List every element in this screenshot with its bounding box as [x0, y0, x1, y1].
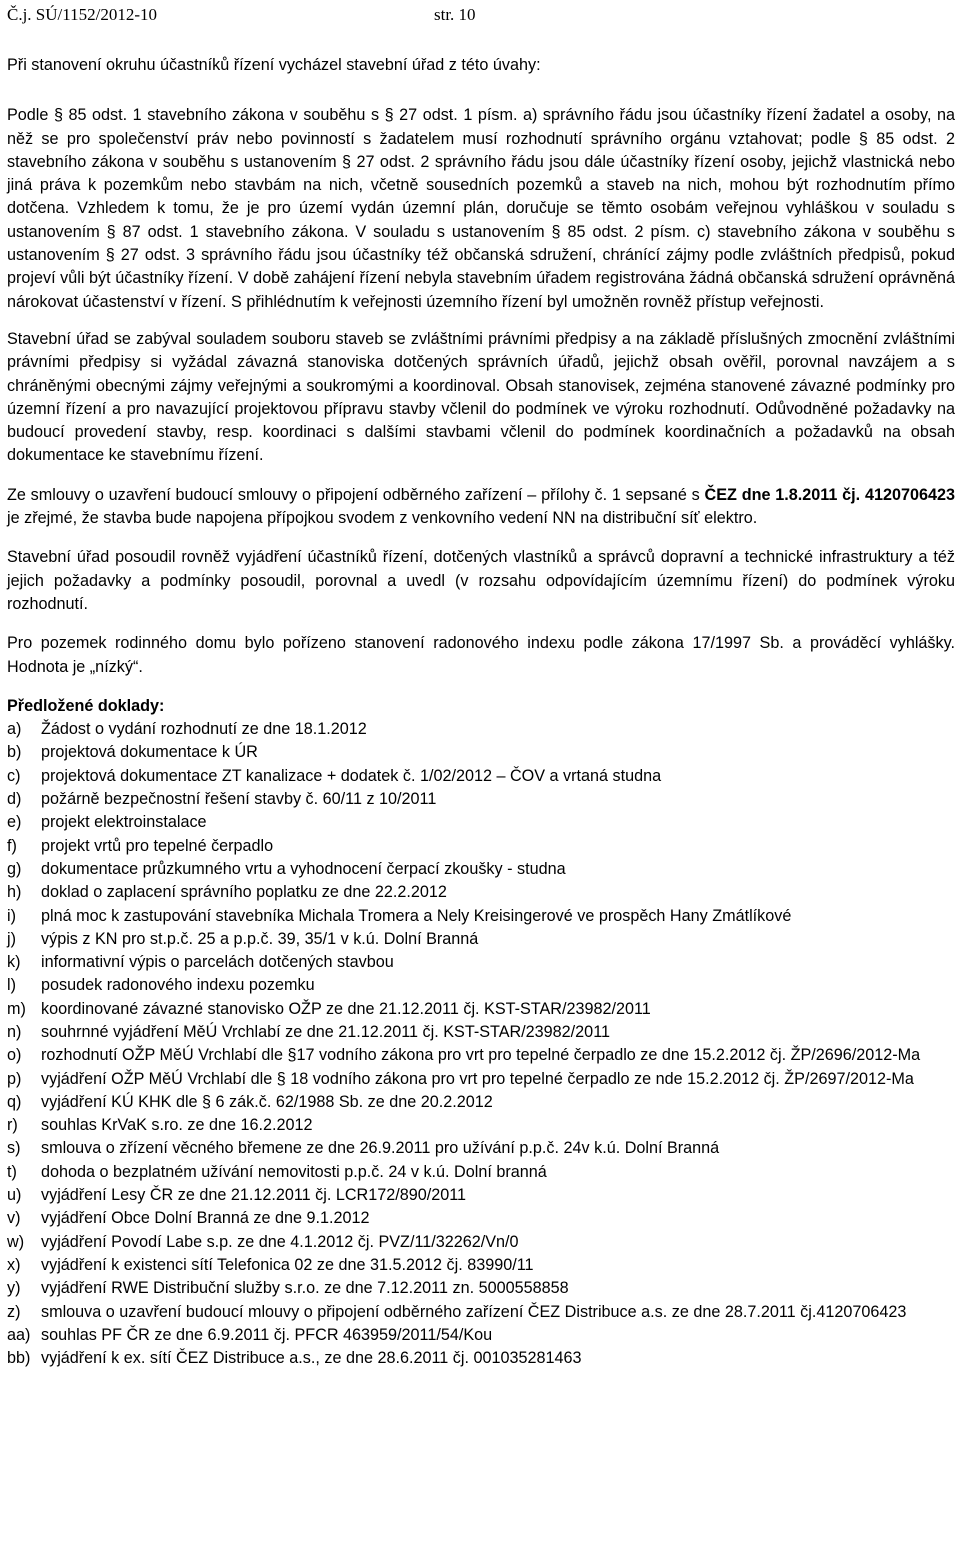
list-item — [7, 1301, 955, 1324]
list-item-text: vyjádření Povodí Labe s.p. ze dne 4.1.2012 čj. PVZ/11/32262/Vn/0 — [41, 1232, 519, 1251]
list-item-label: x) — [7, 1255, 21, 1274]
reference-number: Č.j. SÚ/1152/2012-10 — [7, 5, 158, 24]
list-item — [7, 1324, 955, 1347]
list-item — [7, 951, 955, 974]
list-item — [7, 718, 955, 741]
list-item-text: smlouva o zřízení věcného břemene ze dne 26.9.2011 pro užívání p.p.č. 24v k.ú. Dolní Branná — [41, 1139, 720, 1158]
list-item — [7, 1161, 955, 1184]
list-item-label: t) — [7, 1162, 17, 1181]
list-item — [7, 765, 955, 788]
list-item-text: projektová dokumentace ZT kanalizace + dodatek č. 1/02/2012 – ČOV a vrtaná studna — [41, 766, 662, 785]
list-item-text: souhlas PF ČR ze dne 6.9.2011 čj. PFCR 463959/2011/54/Kou — [41, 1325, 493, 1344]
list-item-text: doklad o zaplacení správního poplatku ze dne 22.2.2012 — [41, 883, 447, 902]
documents-list — [7, 718, 955, 1370]
list-item-text: projekt vrtů pro tepelné čerpadlo — [41, 836, 274, 855]
page-number: str. 10 — [434, 5, 476, 24]
list-item-label: z) — [7, 1302, 21, 1321]
list-item-label: f) — [7, 836, 17, 855]
list-item — [7, 1114, 955, 1137]
list-item-label: l) — [7, 976, 16, 995]
list-item-label: j) — [7, 929, 16, 948]
list-item-label: bb) — [7, 1349, 31, 1368]
paragraph-participants: Podle § 85 odst. 1 stavebního zákona v souběhu s § 27 odst. 1 písm. a) správního řádu jsou účastníky řízení žadatel a osoby, na něž se pro společenství práv nebo povinností s žadatelem musí rozhodnutí správního orgánu vztahovat; podle § 85 odst. 2 stavebního zákona v souběhu s ustanovením § 27 odst. 2 správního řádu jsou dále účastníky řízení osoby, jejichž vlastnická nebo jiná práva k pozemkům nebo stavbám na nich, včetně sousedních pozemků a staveb na nich, mohou být rozhodnutím přímo dotčena. Vzhledem k tomu, že je pro území vydán územní plán, doručuje se těmto osobám veřejnou vyhláškou v souladu s ustanovením § 87 odst. 1 stavebního zákona. V souladu s ustanovením § 85 odst. 2 písm. c) stavebního zákona v souběhu s ustanovením § 27 odst. 3 správního řádu jsou účastníky též občanská sdružení, chránící zájmy podle zvláštních předpisů, pokud projeví vůli být účastníky řízení. V době zahájení řízení nebyla stavebním úřadem registrována žádná občanská sdružení oprávněná nárokovat účastenství v řízení. S přihlédnutím k veřejnosti územního řízení byl umožněn rovněž přístup veřejnosti. — [7, 106, 955, 311]
list-item-text: projekt elektroinstalace — [41, 813, 207, 832]
documents-heading: Předložené doklady: — [7, 696, 165, 715]
list-item-text: souhrnné vyjádření MěÚ Vrchlabí ze dne 21.12.2011 čj. KST-STAR/23982/2011 — [41, 1022, 610, 1041]
list-item-label: h) — [7, 883, 22, 902]
list-item-label: p) — [7, 1069, 22, 1088]
list-item-label: v) — [7, 1209, 21, 1228]
list-item-text: vyjádření OŽP MěÚ Vrchlabí dle § 18 vodního zákona pro vrt pro tepelné čerpadlo ze nde 15.2.2012 čj. ŽP/2697/2012-Ma — [41, 1069, 914, 1088]
list-item — [7, 835, 955, 858]
list-item-text: smlouva o uzavření budoucí mlouvy o připojení odběrného zařízení ČEZ Distribuce a.s. ze dne 28.7.2011 čj.4120706423 — [41, 1302, 907, 1321]
list-item — [7, 1254, 955, 1277]
list-item-text: dokumentace průzkumného vrtu a vyhodnocení čerpací zkoušky - studna — [41, 859, 566, 878]
list-item-text: vyjádření Obce Dolní Branná ze dne 9.1.2012 — [41, 1209, 370, 1228]
list-item-label: s) — [7, 1139, 21, 1158]
list-item-text: informativní výpis o parcelách dotčených stavbou — [41, 953, 394, 972]
contract-text-pre: Ze smlouvy o uzavření budoucí smlouvy o připojení odběrného zařízení – přílohy č. 1 sepsané s — [7, 485, 705, 504]
list-item-label: w) — [7, 1232, 25, 1251]
contract-text-bold: ČEZ dne 1.8.2011 čj. 4120706423 — [704, 485, 955, 504]
list-item — [7, 928, 955, 951]
list-item — [7, 974, 955, 997]
paragraph-contract — [7, 484, 955, 531]
contract-text-post: je zřejmé, že stavba bude napojena přípojkou svodem z venkovního vedení NN na distribuční síť elektro. — [7, 509, 758, 528]
list-item-text: vyjádření k ex. sítí ČEZ Distribuce a.s., ze dne 28.6.2011 čj. 001035281463 — [41, 1349, 582, 1368]
list-item-label: a) — [7, 720, 22, 739]
list-item-label: o) — [7, 1046, 22, 1065]
list-item-label: m) — [7, 999, 26, 1018]
paragraph-coordination: Stavební úřad se zabýval souladem souboru staveb se zvláštními právními předpisy a na základě příslušných zmocnění zvláštními právními předpisy si vyžádal závazná stanoviska dotčených správních úřadů, jejichž obsah ověřil, porovnal navzájem a s chráněnými obecnými zájmy veřejnými a soukromými a koordinoval. Obsah stanovisek, zejména stanovené závazné podmínky pro územní řízení a pro navazující projektovou přípravu stavby včlenil do podmínek ve výroku rozhodnutí. Odůvodněné požadavky na budoucí provedení stavby, resp. koordinaci s dalšími stavbami včlenil do podmínek koordinačních a požadavků na obsah dokumentace ke stavebnímu řízení. — [7, 329, 955, 465]
list-item-label: q) — [7, 1092, 22, 1111]
list-item — [7, 881, 955, 904]
list-item — [7, 1347, 955, 1370]
list-item — [7, 1231, 955, 1254]
list-item-label: c) — [7, 766, 21, 785]
list-item-label: g) — [7, 859, 22, 878]
list-item-text: vyjádření k existenci sítí Telefonica 02 ze dne 31.5.2012 čj. 83990/11 — [41, 1255, 534, 1274]
list-item-text: dohoda o bezplatném užívání nemovitosti p.p.č. 24 v k.ú. Dolní branná — [41, 1162, 547, 1181]
list-item — [7, 811, 955, 834]
list-item-label: u) — [7, 1186, 22, 1205]
list-item — [7, 1021, 955, 1044]
list-item — [7, 1137, 955, 1160]
list-item-label: n) — [7, 1022, 22, 1041]
list-item — [7, 1068, 955, 1091]
list-item-text: Žádost o vydání rozhodnutí ze dne 18.1.2012 — [41, 720, 367, 739]
list-item-label: k) — [7, 953, 21, 972]
list-item-label: r) — [7, 1116, 18, 1135]
list-item-text: vyjádření KÚ KHK dle § 6 zák.č. 62/1988 Sb. ze dne 20.2.2012 — [41, 1092, 493, 1111]
list-item — [7, 905, 955, 928]
intro-sentence: Při stanovení okruhu účastníků řízení vycházel stavební úřad z této úvahy: — [7, 56, 541, 74]
list-item-text: souhlas KrVaK s.ro. ze dne 16.2.2012 — [41, 1116, 313, 1135]
document-page — [7, 0, 955, 1370]
list-item-text: vyjádření RWE Distribuční služby s.r.o. ze dne 7.12.2011 zn. 5000558858 — [41, 1279, 569, 1298]
list-item-text: požárně bezpečnostní řešení stavby č. 60/11 z 10/2011 — [41, 790, 437, 809]
list-item-text: vyjádření Lesy ČR ze dne 21.12.2011 čj. LCR172/890/2011 — [41, 1186, 467, 1205]
list-item-label: y) — [7, 1279, 21, 1298]
list-item — [7, 1044, 955, 1067]
list-item-text: plná moc k zastupování stavebníka Michala Tromera a Nely Kreisingerové ve prospěch Hany Zmátlíkové — [41, 906, 792, 925]
list-item — [7, 1091, 955, 1114]
list-item — [7, 998, 955, 1021]
paragraph-infrastructure: Stavební úřad posoudil rovněž vyjádření účastníků řízení, dotčených vlastníků a správců dopravní a technické infrastruktury a též jejich požadavky a podmínky posoudil, porovnal a uvedl (v rozsahu odpovídajícím územnímu řízení) do podmínek výroku rozhodnutí. — [7, 548, 955, 613]
list-item — [7, 1277, 955, 1300]
page-header — [7, 0, 955, 26]
list-item-text: rozhodnutí OŽP MěÚ Vrchlabí dle §17 vodního zákona pro vrt pro tepelné čerpadlo ze dne 15.2.2012 čj. ŽP/2696/2012-Ma — [41, 1046, 921, 1065]
list-item-label: i) — [7, 906, 16, 925]
list-item-text: posudek radonového indexu pozemku — [41, 976, 315, 995]
list-item-label: b) — [7, 743, 22, 762]
paragraph-radon: Pro pozemek rodinného domu bylo pořízeno stanovení radonového indexu podle zákona 17/1997 Sb. a prováděcí vyhlášky. Hodnota je „nízký“. — [7, 634, 955, 676]
list-item — [7, 1184, 955, 1207]
list-item-label: d) — [7, 790, 22, 809]
list-item-label: aa) — [7, 1325, 31, 1344]
list-item — [7, 858, 955, 881]
list-item — [7, 1207, 955, 1230]
list-item-text: projektová dokumentace k ÚR — [41, 743, 258, 762]
document-body — [7, 54, 955, 1370]
list-item — [7, 741, 955, 764]
list-item — [7, 788, 955, 811]
list-item-text: výpis z KN pro st.p.č. 25 a p.p.č. 39, 35/1 v k.ú. Dolní Branná — [41, 929, 479, 948]
list-item-label: e) — [7, 813, 22, 832]
list-item-text: koordinované závazné stanovisko OŽP ze dne 21.12.2011 čj. KST-STAR/23982/2011 — [41, 999, 651, 1018]
